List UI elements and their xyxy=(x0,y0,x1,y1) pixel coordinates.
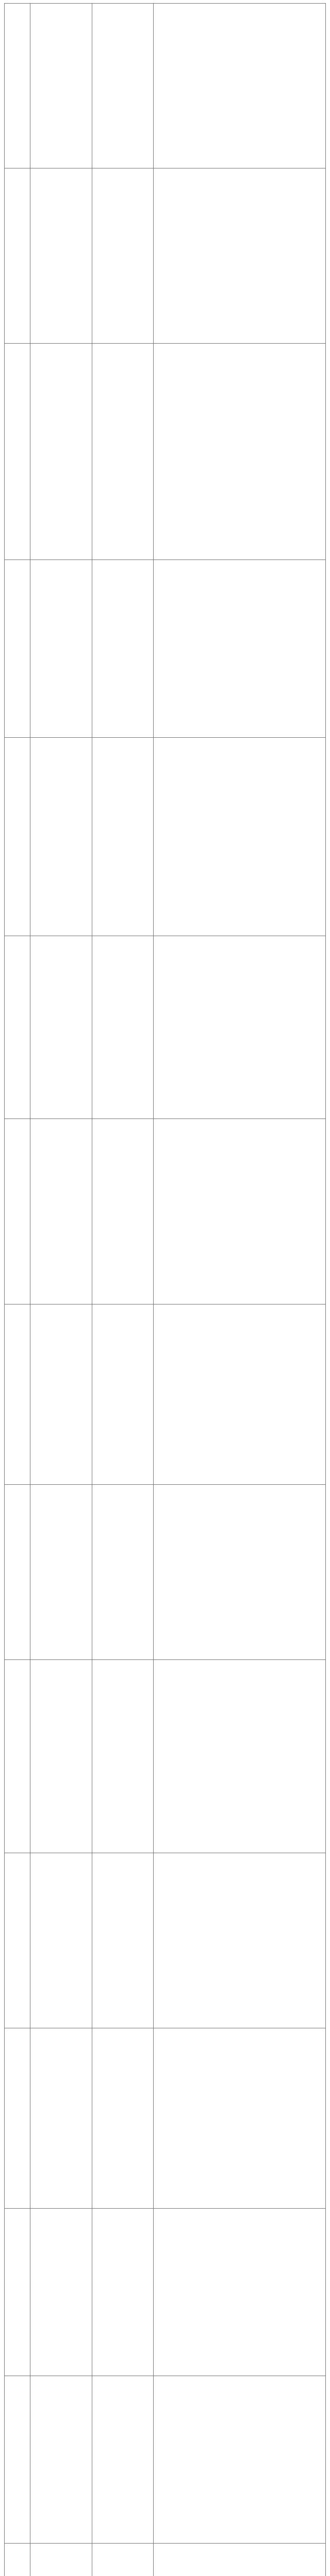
table-row xyxy=(5,1485,325,1660)
patent-number xyxy=(30,344,92,560)
patent-number xyxy=(30,1853,92,2028)
patent-number xyxy=(30,2028,92,2208)
table-row xyxy=(5,1853,325,2028)
row-number xyxy=(5,1485,30,1659)
patent-title xyxy=(92,738,154,936)
table-row xyxy=(5,2028,325,2209)
patent-abstract xyxy=(154,2209,325,2376)
row-number xyxy=(5,738,30,936)
patent-title xyxy=(92,1853,154,2028)
row-number xyxy=(5,168,30,343)
patent-abstract xyxy=(154,168,325,343)
row-number xyxy=(5,1119,30,1304)
patent-number xyxy=(30,936,92,1118)
table-row xyxy=(5,2209,325,2376)
table-row xyxy=(5,560,325,738)
patent-title xyxy=(92,2028,154,2208)
patent-title xyxy=(92,936,154,1118)
patent-title xyxy=(92,1485,154,1659)
patent-number xyxy=(30,2544,92,2576)
patent-title xyxy=(92,560,154,737)
row-number xyxy=(5,1853,30,2028)
patent-title xyxy=(92,344,154,560)
patent-title xyxy=(92,2376,154,2543)
row-number xyxy=(5,560,30,737)
patent-title xyxy=(92,2544,154,2576)
table-row xyxy=(5,936,325,1119)
table-row xyxy=(5,4,325,168)
patent-title xyxy=(92,1304,154,1484)
patent-abstract xyxy=(154,4,325,168)
patent-abstract xyxy=(154,2376,325,2543)
table-row xyxy=(5,1119,325,1304)
table-row xyxy=(5,2544,325,2576)
patent-number xyxy=(30,1304,92,1484)
patent-title xyxy=(92,1660,154,1853)
patent-abstract xyxy=(154,2544,325,2576)
patent-number xyxy=(30,560,92,737)
row-number xyxy=(5,2028,30,2208)
patent-number xyxy=(30,1485,92,1659)
patent-abstract xyxy=(154,1853,325,2028)
row-number xyxy=(5,1304,30,1484)
row-number xyxy=(5,1660,30,1853)
table-row xyxy=(5,738,325,936)
patent-title xyxy=(92,1119,154,1304)
patent-abstract xyxy=(154,738,325,936)
patent-title xyxy=(92,2209,154,2376)
patent-number xyxy=(30,4,92,168)
row-number xyxy=(5,2376,30,2543)
row-number xyxy=(5,2209,30,2376)
row-number xyxy=(5,936,30,1118)
patent-abstract xyxy=(154,344,325,560)
table-row xyxy=(5,344,325,560)
row-number xyxy=(5,2544,30,2576)
table-row xyxy=(5,1660,325,1853)
patent-number xyxy=(30,1119,92,1304)
patent-number xyxy=(30,2376,92,2543)
patent-abstract xyxy=(154,1660,325,1853)
patent-abstract xyxy=(154,560,325,737)
patent-number xyxy=(30,1660,92,1853)
patent-number xyxy=(30,738,92,936)
patent-table xyxy=(4,3,326,2576)
table-row xyxy=(5,1304,325,1485)
patent-abstract xyxy=(154,2028,325,2208)
patent-number xyxy=(30,2209,92,2376)
patent-abstract xyxy=(154,936,325,1118)
patent-title xyxy=(92,168,154,343)
table-row xyxy=(5,2376,325,2544)
patent-abstract xyxy=(154,1304,325,1484)
table-row xyxy=(5,168,325,344)
row-number xyxy=(5,344,30,560)
patent-number xyxy=(30,168,92,343)
patent-abstract xyxy=(154,1119,325,1304)
patent-abstract xyxy=(154,1485,325,1659)
row-number xyxy=(5,4,30,168)
patent-title xyxy=(92,4,154,168)
